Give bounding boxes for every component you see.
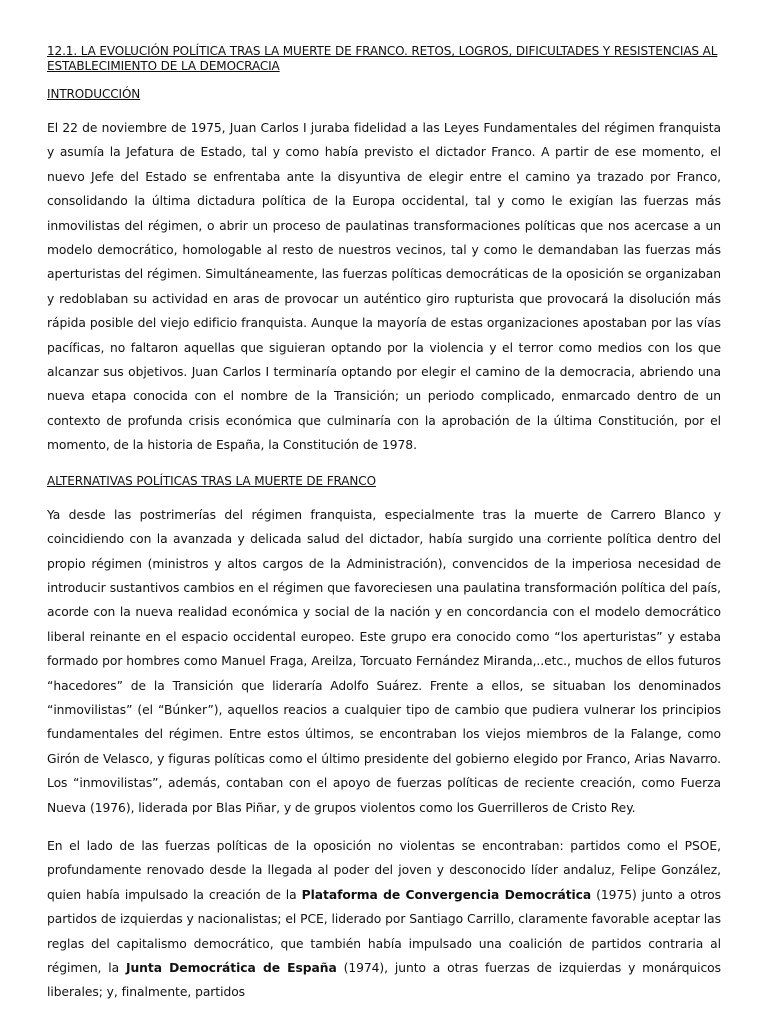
alternativas-paragraph-1: Ya desde las postrimerías del régimen franquista, especialmente tras la muerte de Carrero Blanco y coincidiendo con la avanzada y delicada salud del dictador, había surgido una corriente política dentro del propio régimen (ministros y altos cargos de la Administración), convencidos de la imperiosa necesidad de introducir sustantivos cambios en el régimen que favoreciesen una paulatina transformación política del país, acorde con la nueva realidad económica y social de la nación y en concordancia con el modelo democrático liberal reinante en el espacio occidental europeo. Este grupo era conocido como “los aperturistas” y estaba formado por hombres como Manuel Fraga, Areilza, Torcuato Fernández Miranda,..etc., muchos de ellos futuros “hacedores” de la Transición que lideraría Adolfo Suárez. Frente a ellos, se situaban los denominados “inmovilistas” (el “Búnker”), aquellos reacios a cualquier tipo de cambio que pudiera vulnerar los principios fundamentales del régimen. Entre estos últimos, se encontraban los viejos miembros de la Falange, como Girón de Velasco, y figuras políticas como el último presidente del gobierno elegido por Franco, Arias Navarro. Los “inmovilistas”, además, contaban con el apoyo de fuerzas políticas de reciente creación, como Fuerza Nueva (1976), liderada por Blas Piñar, y de grupos violentos como los Guerrilleros de Cristo Rey. — [47, 507, 721, 815]
section-heading-introduccion: INTRODUCCIÓN — [47, 87, 141, 101]
paragraph-text: (1975) junto a otros partidos de izquierdas y nacionalistas; el PCE, liderado por Santiago Carrillo, claramente favorable aceptar las reglas del capitalismo democrático, que también había impulsado una coalición de partidos contraria al régimen, la — [47, 887, 721, 975]
intro-paragraph: El 22 de noviembre de 1975, Juan Carlos I juraba fidelidad a las Leyes Fundamentales del régimen franquista y asumía la Jefatura de Estado, tal y como había previsto el dictador Franco. A partir de ese momento, el nuevo Jefe del Estado se enfrentaba ante la disyuntiva de elegir entre el camino ya trazado por Franco, consolidando la última dictadura política de la Europa occidental, tal y como le exigían las fuerzas más inmovilistas del régimen, o abrir un proceso de paulatinas transformaciones políticas que nos acercase a un modelo democrático, homologable al resto de nuestros vecinos, tal y como le demandaban las fuerzas más aperturistas del régimen. Simultáneamente, las fuerzas políticas democráticas de la oposición se organizaban y redoblaban su actividad en aras de provocar un auténtico giro rupturista que provocará la disolución más rápida posible del viejo edificio franquista. Aunque la mayoría de estas organizaciones apostaban por las vías pacíficas, no faltaron aquellas que siguieran optando por la violencia y el terror como medios con los que alcanzar sus objetivos. Juan Carlos I terminaría optando por elegir el camino de la democracia, abriendo una nueva etapa conocida con el nombre de la Transición; un periodo complicado, enmarcado dentro de un contexto de profunda crisis económica que culminaría con la aprobación de la última Constitución, por el momento, de la historia de España, la Constitución de 1978. — [47, 121, 721, 453]
alternativas-paragraph-2 — [47, 834, 721, 1005]
bold-term-junta: Junta Democrática de España — [125, 961, 337, 975]
document-page — [47, 40, 721, 1005]
document-title: 12.1. LA EVOLUCIÓN POLÍTICA TRAS LA MUERTE DE FRANCO. RETOS, LOGROS, DIFICULTADES Y RESISTENCIAS AL ESTABLECIMIENTO DE LA DEMOCRACIA — [47, 44, 718, 73]
section-heading-alternativas: ALTERNATIVAS POLÍTICAS TRAS LA MUERTE DE FRANCO — [47, 473, 376, 488]
paragraph-text: (1974), junto a otras fuerzas de izquierdas y monárquicos liberales; y, finalmente, partidos — [47, 961, 721, 1000]
bold-term-plataforma: Plataforma de Convergencia Democrática — [301, 887, 592, 902]
paragraph-text: En el lado de las fuerzas políticas de la oposición no violentas se encontraban: partidos como el PSOE, profundamente renovado desde la llegada al poder del joven y desconocido líder andaluz, Felipe González, quien había impulsado la creación de la — [47, 838, 721, 902]
